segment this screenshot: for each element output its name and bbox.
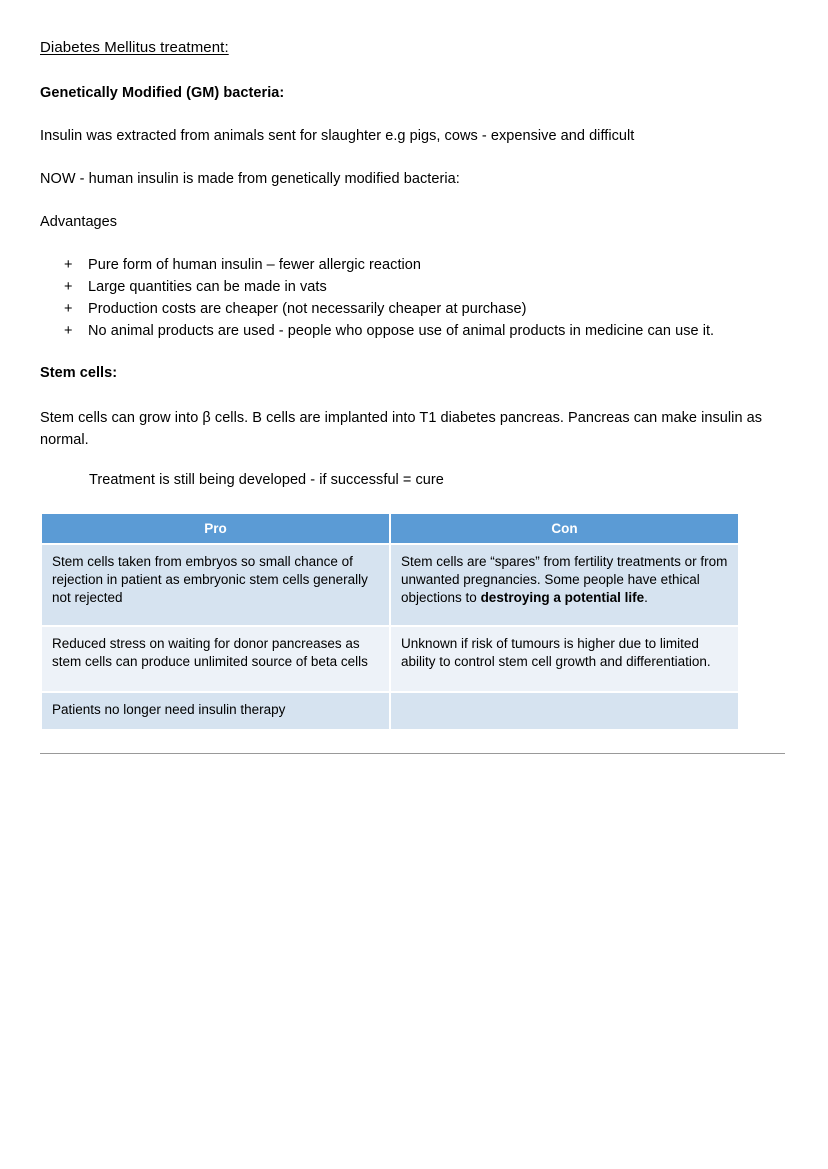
- list-item-text: Production costs are cheaper (not necessarily cheaper at purchase): [88, 301, 527, 317]
- indented-note-treatment: Treatment is still being developed - if successful = cure: [89, 472, 444, 488]
- cell-con-text: Stem cells are “spares” from fertility treatments or from unwanted pregnancies. Some people have ethical objections to: [401, 554, 728, 605]
- plus-bullet-icon: +: [64, 279, 73, 295]
- section-heading-gm-bacteria: Genetically Modified (GM) bacteria:: [40, 85, 285, 101]
- cell-pro: Patients no longer need insulin therapy: [42, 693, 389, 729]
- list-item: [40, 298, 788, 320]
- cell-con: [391, 693, 738, 729]
- pro-con-table: [40, 512, 740, 731]
- cell-pro: Reduced stress on waiting for donor pancreases as stem cells can produce unlimited source of beta cells: [42, 627, 389, 691]
- list-item-text: No animal products are used - people who oppose use of animal products in medicine can use it.: [88, 323, 715, 339]
- plus-bullet-icon: +: [64, 257, 73, 273]
- table-header-row: [42, 514, 738, 543]
- table-header: [42, 514, 738, 543]
- paragraph-stem-cells-description: Stem cells can grow into β cells. B cells are implanted into T1 diabetes pancreas. Pancreas can make insulin as normal.: [40, 410, 763, 448]
- plus-bullet-icon: +: [64, 323, 73, 339]
- list-item-text: Large quantities can be made in vats: [88, 279, 327, 295]
- list-item: [40, 276, 788, 298]
- column-header-pro: Pro: [42, 514, 389, 543]
- paragraph-modern-insulin: NOW - human insulin is made from genetically modified bacteria:: [40, 171, 460, 187]
- page-title: Diabetes Mellitus treatment:: [40, 39, 229, 56]
- paragraph-insulin-extraction: Insulin was extracted from animals sent for slaughter e.g pigs, cows - expensive and difficult: [40, 128, 635, 144]
- advantages-list: [40, 254, 788, 342]
- cell-pro: Stem cells taken from embryos so small chance of rejection in patient as embryonic stem cells generally not rejected: [42, 545, 389, 625]
- table-row: [42, 627, 738, 691]
- cell-con-emphasis: destroying a potential life: [480, 590, 645, 605]
- cell-con: [391, 545, 738, 625]
- table-row: [42, 693, 738, 729]
- section-heading-stem-cells: Stem cells:: [40, 365, 118, 381]
- list-item: [40, 254, 788, 276]
- column-header-con: Con: [391, 514, 738, 543]
- list-item-text: Pure form of human insulin – fewer allergic reaction: [88, 257, 422, 273]
- list-item: [40, 320, 788, 342]
- table-body: [42, 545, 738, 729]
- horizontal-divider: [40, 753, 785, 754]
- table-row: [42, 545, 738, 625]
- cell-con-text: Unknown if risk of tumours is higher due to limited ability to control stem cell growth and differentiation.: [401, 636, 711, 669]
- advantages-label: Advantages: [40, 214, 118, 230]
- cell-con: [391, 627, 738, 691]
- cell-con-suffix: .: [644, 590, 648, 605]
- plus-bullet-icon: +: [64, 301, 73, 317]
